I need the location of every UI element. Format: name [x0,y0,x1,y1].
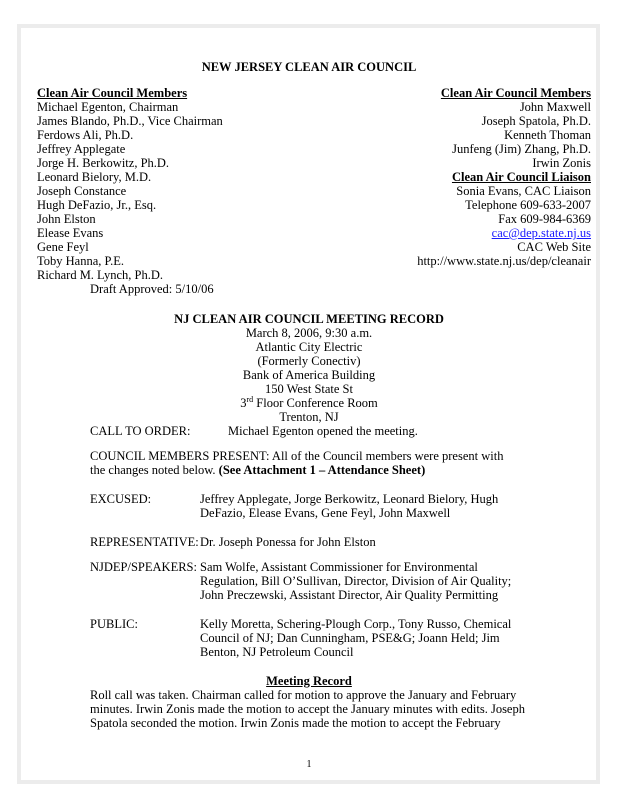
meeting-city: Trenton, NJ [279,410,339,424]
meeting-date: March 8, 2006, 9:30 a.m. [245,326,373,340]
member-name: John Maxwell [519,100,591,114]
left-members-column [37,86,223,296]
website-url[interactable]: http://www.state.nj.us/dep/cleanair [417,254,591,268]
representative-value: Dr. Joseph Ponessa for John Elston [200,535,376,549]
member-name: Junfeng (Jim) Zhang, Ph.D. [452,142,591,156]
liaison-fax: Fax 609-984-6369 [498,212,591,226]
member-name: Joseph Constance [37,184,127,198]
liaison-name: Sonia Evans, CAC Liaison [456,184,591,198]
draft-approved: Draft Approved: 5/10/06 [90,282,214,296]
public-label: PUBLIC: [90,617,138,631]
representative-label: REPRESENTATIVE: [90,535,199,549]
meeting-building: Bank of America Building [242,368,376,382]
call-to-order-value: Michael Egenton opened the meeting. [228,424,418,438]
member-name: Ferdows Ali, Ph.D. [37,128,134,142]
member-name: Elease Evans [37,226,104,240]
member-name: Richard M. Lynch, Ph.D. [37,268,164,282]
floor-suffix: rd [246,394,254,404]
meeting-record-text: Roll call was taken. Chairman called for motion to approve the January and February minutes. Irwin Zonis made the motion to accept the January minutes with edits. Joseph Spatola seconded the motion. Irwin Zonis made the motion to accept the February [90,688,525,730]
meeting-room [0,396,618,410]
public-value: Kelly Moretta, Schering-Plough Corp., Tony Russo, Chemical Council of NJ; Dan Cunningham, PSE&G; Joann Held; Jim Benton, NJ Petroleum Council [200,617,512,659]
liaison-email-link[interactable]: cac@dep.state.nj.us [491,226,591,240]
members-present-text: COUNCIL MEMBERS PRESENT: All of the Council members were present with the changes noted below. [90,449,504,477]
website-label: CAC Web Site [517,240,591,254]
meeting-address: 150 West State St [264,382,353,396]
speakers-value: Sam Wolfe, Assistant Commissioner for Environmental Regulation, Bill O’Sullivan, Director, Division of Air Quality; John Preczewski, Assistant Director, Air Quality Permitting [200,560,512,602]
council-title: NEW JERSEY CLEAN AIR COUNCIL [201,60,417,74]
call-to-order-label: CALL TO ORDER: [90,424,191,438]
left-members-heading: Clean Air Council Members [37,86,188,100]
member-name: Michael Egenton, Chairman [37,100,179,114]
page-number: 1 [306,759,312,770]
right-members-column [417,86,591,268]
member-name: Toby Hanna, P.E. [37,254,124,268]
member-name: Hugh DeFazio, Jr., Esq. [37,198,157,212]
liaison-telephone: Telephone 609-633-2007 [465,198,591,212]
meeting-record-heading: Meeting Record [266,674,352,688]
meeting-venue: Atlantic City Electric [255,340,363,354]
member-name: Leonard Bielory, M.D. [37,170,152,184]
member-name: Jorge H. Berkowitz, Ph.D. [37,156,170,170]
member-name: John Elston [37,212,96,226]
meeting-record-title: NJ CLEAN AIR COUNCIL MEETING RECORD [174,312,444,326]
excused-value: Jeffrey Applegate, Jorge Berkowitz, Leonard Bielory, Hugh DeFazio, Elease Evans, Gene Feyl, John Maxwell [200,492,499,520]
attendance-reference: (See Attachment 1 – Attendance Sheet) [218,463,426,477]
member-name: Jeffrey Applegate [37,142,126,156]
member-name: Gene Feyl [37,240,89,254]
members-present [90,449,520,477]
meeting-venue-former: (Formerly Conectiv) [257,354,361,368]
speakers-label: NJDEP/SPEAKERS: [90,560,197,574]
member-name: Joseph Spatola, Ph.D. [481,114,591,128]
member-name: Kenneth Thoman [504,128,591,142]
member-name: Irwin Zonis [532,156,591,170]
member-name: James Blando, Ph.D., Vice Chairman [37,114,223,128]
floor-room: Floor Conference Room [253,396,378,410]
excused-label: EXCUSED: [90,492,152,506]
floor-number: 3 [240,396,247,410]
right-members-heading: Clean Air Council Members [440,86,591,100]
liaison-heading: Clean Air Council Liaison [451,170,591,184]
